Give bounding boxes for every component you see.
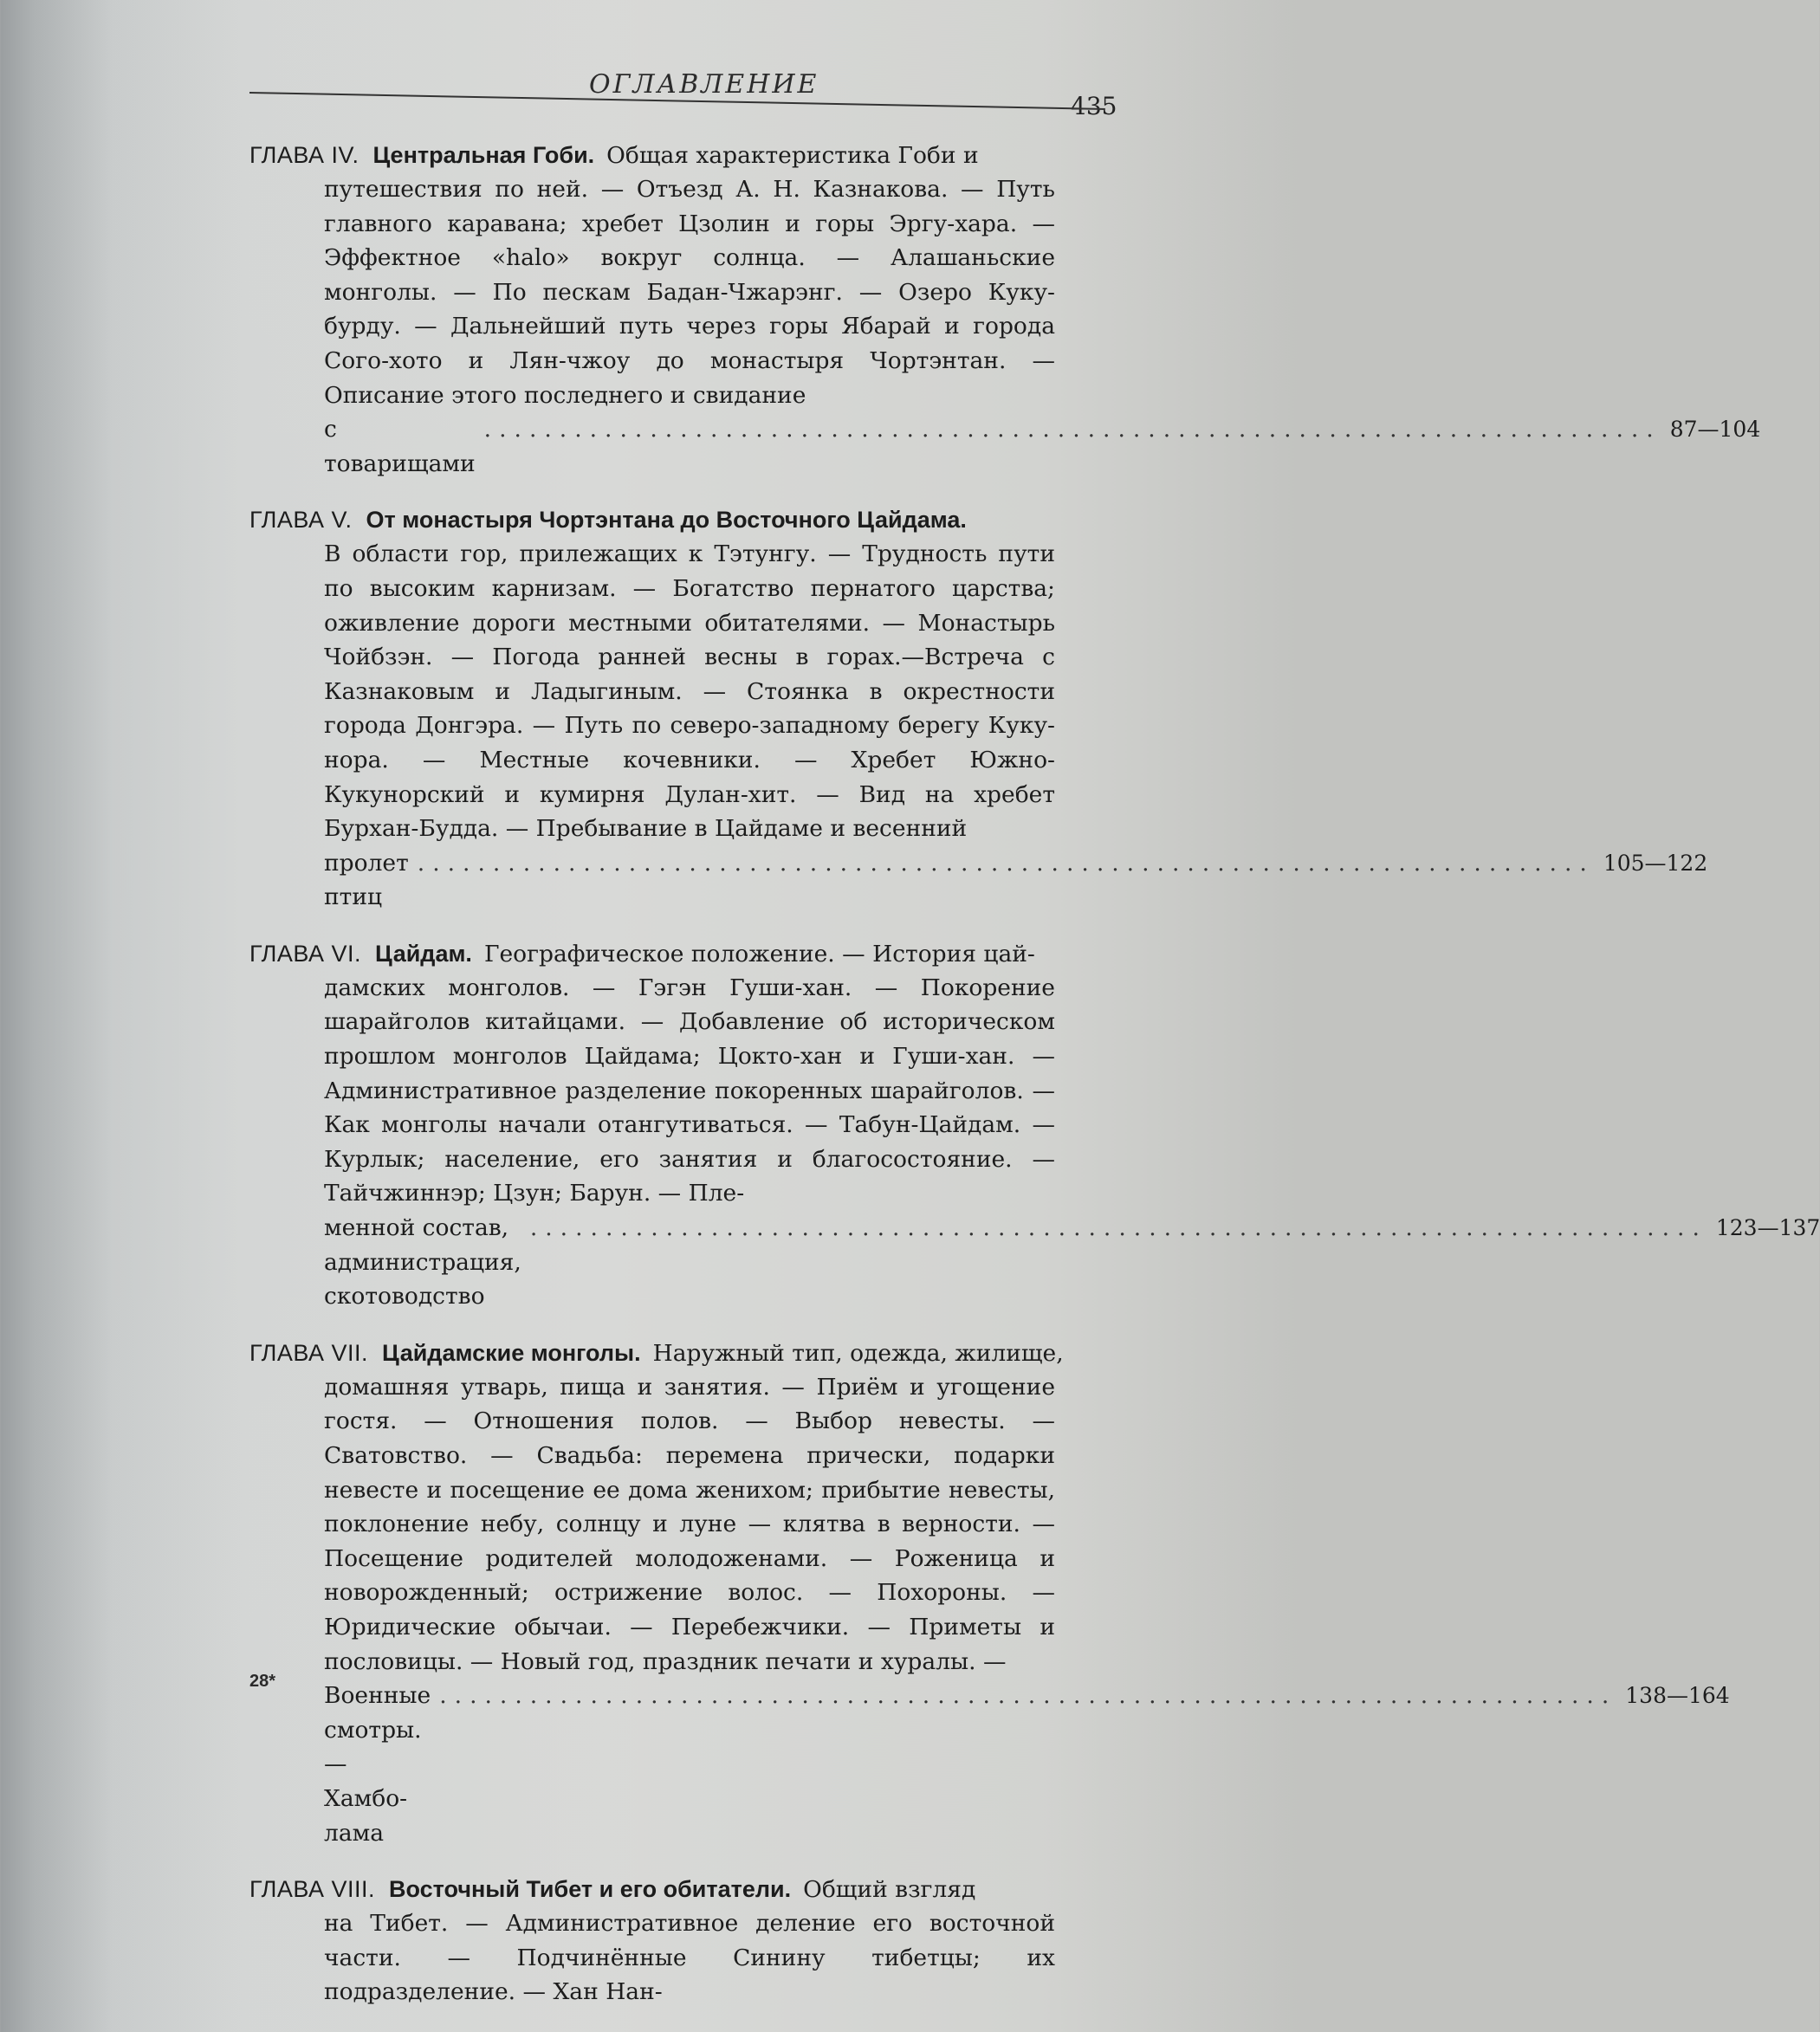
toc-entry-chapter-4 (249, 139, 1761, 481)
toc-entry-chapter-7 (249, 1336, 1730, 1850)
chapter-heading (249, 503, 1107, 537)
chapter-summary: домашняя утварь, пища и занятия. — Приём и угощение гостя. — Отношения полов. — Выбор невесты. — Сватовство. — Свадьба: перемена прически, подарки невесте и посещение ее дома женихом; прибытие невесты, поклонение небу, солнцу и луне — клятва в верности. — Посещение родителей молодоженами. — Роженица и новорожденный; острижение волос. — Похороны. — Юридические обычаи. — Перебежчики. — Приметы и пословицы. — Новый год, праздник печати и хуралы. — (324, 1373, 1055, 1675)
chapter-summary: дамских монголов. — Гэгэн Гуши-хан. — Покорение шарайголов китайцами. — Добавление об историческом прошлом монголов Цайдама; Цокто-хан и Гуши-хан. — Административное разделение покоренных шарайголов. — Как монголы начали отангутиваться. — Табун-Цайдам. — Курлык; население, его занятия и благосостояние. — Тайчжиннэр; Цзун; Барун. — Пле- (324, 974, 1055, 1207)
page-number: 435 (1071, 92, 1117, 120)
chapter-number: ГЛАВА VII. (249, 1339, 368, 1366)
chapter-heading (249, 937, 1107, 971)
chapter-final-line (249, 846, 1708, 915)
chapter-title: От монастыря Чортэнтана до Восточного Цайдама. (366, 507, 967, 534)
chapter-summary: путешествия по ней. — Отъезд А. Н. Казнакова. — Путь главного каравана; хребет Цзолин и горы Эргу-хара. — Эффектное «halo» вокруг солнца. — Алашаньские монголы. — По пескам Бадан-Чжарэнг. — Озеро Куку-бурду. — Дальнейший путь через горы Ябарай и города Сого-хото и Лян-чжоу до монастыря Чортэнтан. — Описание этого последнего и свидание (324, 176, 1055, 409)
chapter-lead-text: Наружный тип, одежда, жилище, (652, 1339, 1064, 1367)
chapter-final-text: менной состав, администрация, скотоводство (324, 1214, 521, 1310)
chapter-final-line (249, 1679, 1730, 1850)
printer-signature: 28* (249, 1672, 276, 1691)
chapter-number: ГЛАВА VIII. (249, 1876, 375, 1903)
toc-entry-chapter-6 (249, 937, 1820, 1314)
chapter-page-range: 138—164 (1625, 1683, 1730, 1709)
chapter-final-line (249, 412, 1761, 481)
chapter-lead-text: Географическое положение. — История цай- (483, 940, 1035, 967)
chapter-title: Цайдам. (374, 940, 472, 967)
chapter-final-line (249, 1211, 1820, 1314)
chapter-page-range: 123—137 (1715, 1215, 1820, 1241)
dot-leader: .............................................................................. (483, 416, 1661, 443)
chapter-heading (249, 139, 1107, 172)
chapter-final-text: Военные смотры. — Хамбо-лама (324, 1682, 431, 1847)
table-of-contents (249, 139, 1820, 2032)
chapter-page-range: 87—104 (1669, 417, 1761, 443)
running-header-title: ОГЛАВЛЕНИЕ (589, 69, 819, 100)
chapter-title: Восточный Тибет и его обитатели. (388, 1876, 792, 1903)
chapter-summary: В области гор, прилежащих к Тэтунгу. — Трудность пути по высоким карнизам. — Богатство пернатого царства; оживление дороги местными обитателями. — Монастырь Чойбзэн. — Погода ранней весны в горах.—Встреча с Казнаковым и Ладыгиным. — Стоянка в окрестности города Донгэра. — Путь по северо-западному берегу Куку-нора. — Местные кочевники. — Хребет Южно-Кукунорский и кумирня Дулан-хит. — Вид на хребет Бурхан-Будда. — Пребывание в Цайдаме и весенний (324, 540, 1055, 843)
dot-leader: .............................................................................. (417, 849, 1595, 877)
chapter-final-text: с товарищами (324, 416, 476, 477)
chapter-lead-text: Общий взгляд (803, 1876, 976, 1904)
dot-leader: .............................................................................. (439, 1682, 1617, 1710)
chapter-number: ГЛАВА IV. (249, 142, 359, 168)
dot-leader: .............................................................................. (529, 1214, 1707, 1242)
chapter-number: ГЛАВА VI. (249, 940, 361, 967)
chapter-heading (249, 1336, 1107, 1370)
chapter-heading (249, 1873, 1107, 1906)
chapter-final-text: пролет птиц (324, 849, 409, 911)
chapter-summary: на Тибет. — Административное деление его восточной части. — Подчинённые Синину тибетцы; их подразделение. — Хан Нан- (324, 1910, 1055, 2006)
chapter-title: Центральная Гоби. (372, 142, 595, 168)
chapter-number: ГЛАВА V. (249, 507, 353, 534)
chapter-lead-text: Общая характеристика Гоби и (606, 142, 979, 169)
chapter-title: Цайдамские монголы. (381, 1339, 641, 1366)
toc-entry-chapter-5 (249, 503, 1708, 915)
toc-entry-chapter-8 (249, 1873, 1107, 2009)
chapter-page-range: 105—122 (1603, 850, 1708, 876)
